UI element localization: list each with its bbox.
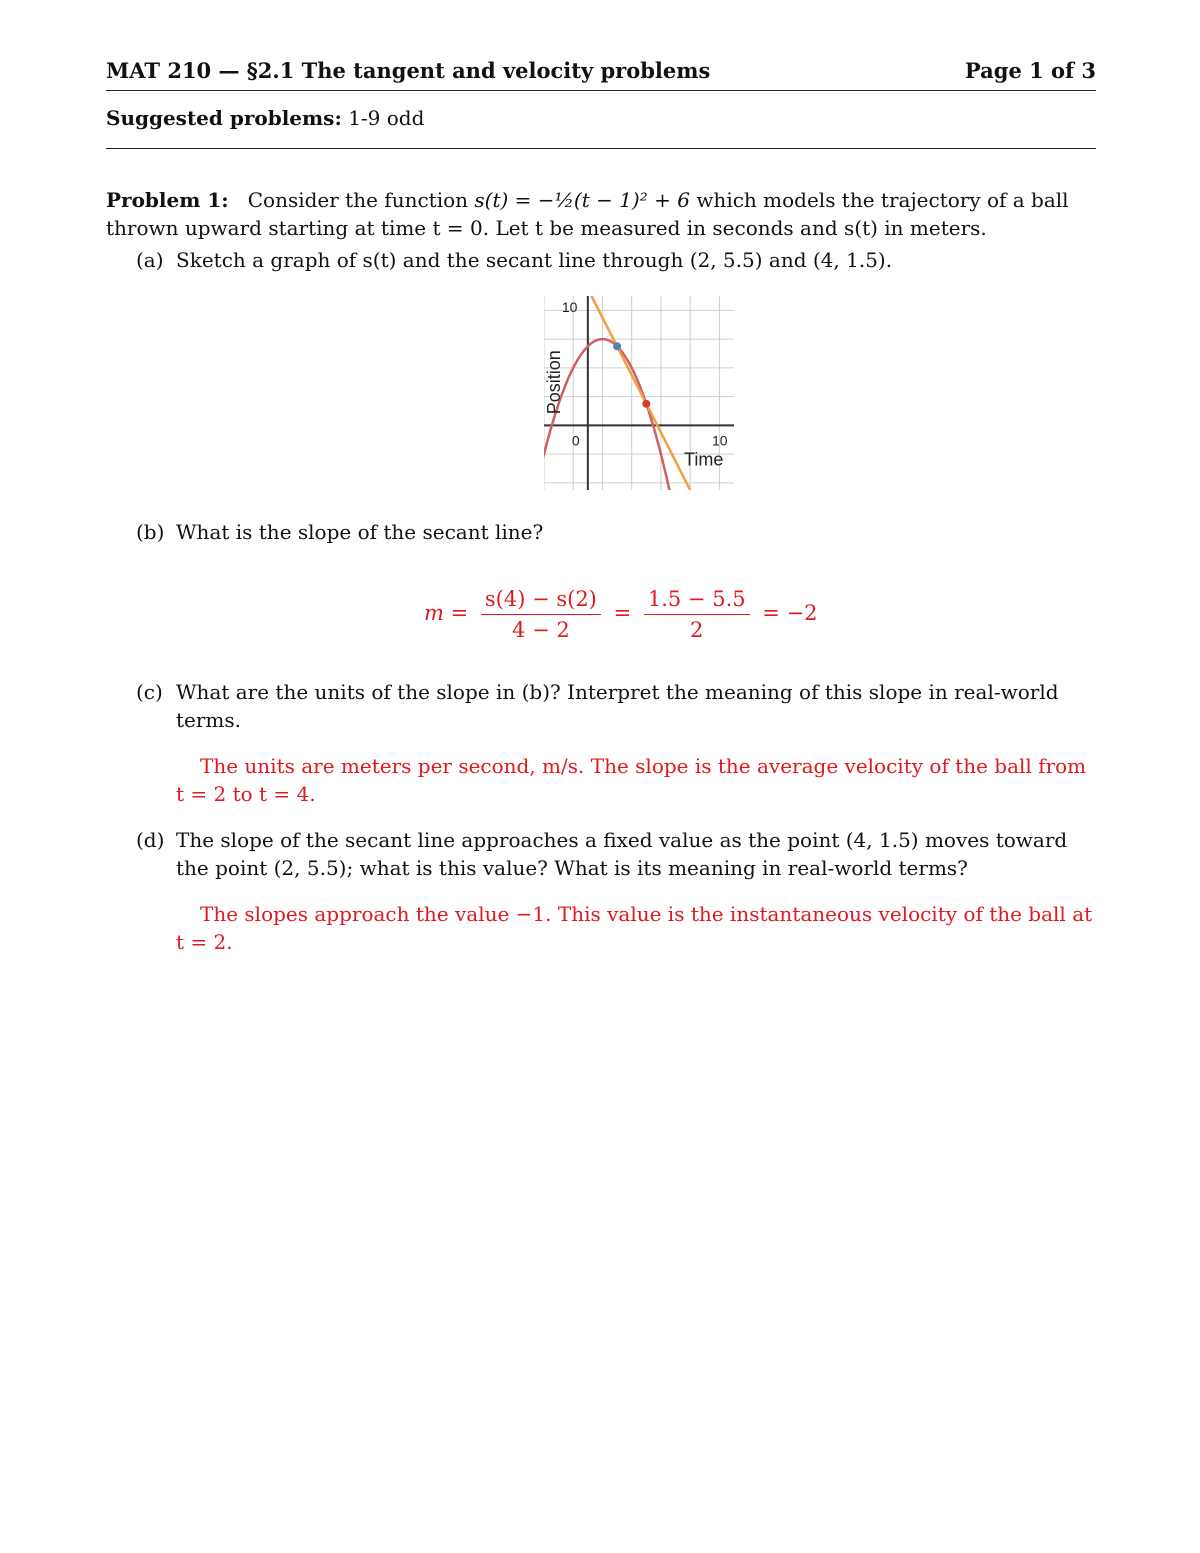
problem-1-intro <box>106 186 1096 242</box>
part-c-text: What are the units of the slope in (b)? Interpret the meaning of this slope in real-world terms. <box>176 680 1059 732</box>
point-4-1.5 <box>642 400 650 408</box>
part-d <box>136 826 1096 882</box>
page-number: Page 1 of 3 <box>964 58 1096 83</box>
part-d-answer: The slopes approach the value −1. This value is the instantaneous velocity of the ball at t = 2. <box>176 902 1093 954</box>
x-axis-label: Time <box>684 449 724 470</box>
x-tick-0: 0 <box>571 432 580 449</box>
position-time-graph <box>544 296 734 490</box>
part-b <box>136 518 1096 546</box>
x-tick-10: 10 <box>712 432 728 449</box>
part-d-label: (d) <box>136 828 165 852</box>
section-rule <box>106 148 1096 149</box>
part-a <box>136 246 1096 274</box>
intro-text-b: which models the trajectory of a ball <box>696 188 1069 212</box>
fraction-1-numerator: s(4) − s(2) <box>481 584 601 615</box>
fraction-2-numerator: 1.5 − 5.5 <box>644 584 750 615</box>
problem-1-label: Problem 1: <box>106 188 229 212</box>
intro-text-line2: thrown upward starting at time t = 0. Let t be measured in seconds and s(t) in meters. <box>106 216 987 240</box>
part-c-label: (c) <box>136 680 163 704</box>
y-axis-label: Position <box>544 350 564 415</box>
part-b-text: What is the slope of the secant line? <box>176 520 544 544</box>
eq-result: = −2 <box>762 601 818 625</box>
slope-equation <box>424 584 818 645</box>
eq-equals: = <box>613 601 632 625</box>
secant-line <box>592 296 691 490</box>
part-b-label: (b) <box>136 520 165 544</box>
part-a-text: Sketch a graph of s(t) and the secant line through (2, 5.5) and (4, 1.5). <box>176 248 893 272</box>
fraction-2 <box>644 584 750 645</box>
fraction-1-denominator: 4 − 2 <box>512 618 570 642</box>
intro-text-a: Consider the function <box>247 188 469 212</box>
suggested-problems <box>106 106 424 130</box>
suggested-value: 1-9 odd <box>348 106 425 130</box>
header-rule <box>106 90 1096 91</box>
function-formula: s(t) = −½(t − 1)² + 6 <box>474 188 690 212</box>
suggested-label: Suggested problems: <box>106 106 342 130</box>
part-c-answer: The units are meters per second, m/s. The slope is the average velocity of the ball from t = 2 to t = 4. <box>176 754 1087 806</box>
part-a-label: (a) <box>136 248 164 272</box>
fraction-2-denominator: 2 <box>690 618 704 642</box>
eq-m: m = <box>424 601 469 625</box>
part-d-text: The slope of the secant line approaches a fixed value as the point (4, 1.5) moves toward the point (2, 5.5); what is this value? What is its meaning in real-world terms? <box>176 828 1068 880</box>
part-c <box>136 678 1096 734</box>
y-tick-10: 10 <box>561 299 578 315</box>
point-2-5.5 <box>613 342 621 350</box>
page-header <box>106 58 1096 83</box>
header-title: MAT 210 — §2.1 The tangent and velocity problems <box>106 58 711 83</box>
fraction-1 <box>481 584 601 645</box>
